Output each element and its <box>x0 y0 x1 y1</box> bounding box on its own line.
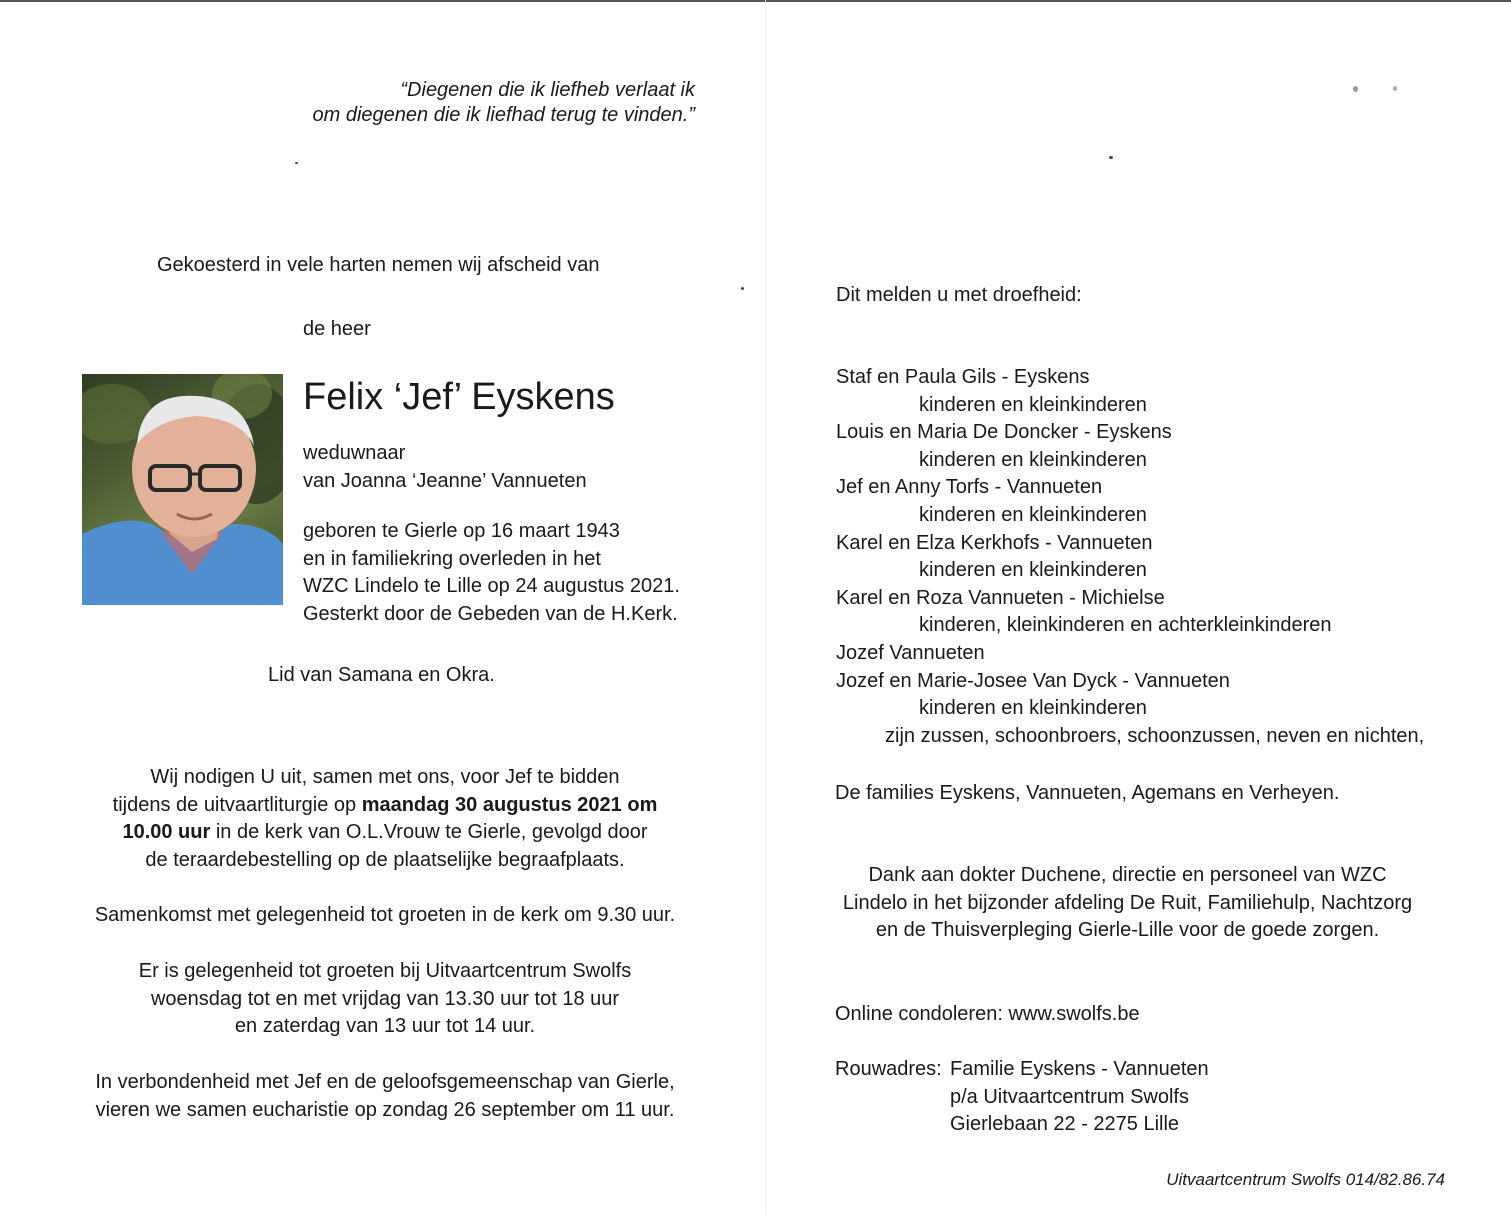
address-label: Rouwadres: <box>835 1058 942 1080</box>
family-descendants: kinderen en kleinkinderen <box>919 393 1147 416</box>
family-extended: zijn zussen, schoonbroers, schoonzussen, neven en nichten, <box>885 724 1425 747</box>
speck <box>1353 86 1358 92</box>
speck <box>741 287 744 290</box>
quote-line-2: om diegenen die ik liefhad terug te vinden.” <box>312 104 695 126</box>
bio-line: en in familiekring overleden in het <box>303 547 601 570</box>
card-fold <box>765 0 766 1215</box>
thanks-line: en de Thuisverpleging Gierle-Lille voor de goede zorgen. <box>875 919 1380 942</box>
memorial-quote <box>200 78 695 128</box>
invitation-text: tijdens de uitvaartliturgie op <box>112 793 362 816</box>
bio-line: WZC Lindelo te Lille op 24 augustus 2021. <box>303 575 680 598</box>
eucharist-line: In verbondenheid met Jef en de geloofsgemeenschap van Gierle, <box>95 1071 675 1093</box>
invitation-line-1: Wij nodigen U uit, samen met ons, voor Jef te bidden <box>150 766 620 788</box>
status-line-1: weduwnaar <box>303 442 406 464</box>
announce-text: Dit melden u met droefheid: <box>836 284 1082 306</box>
invitation-line-3 <box>60 819 710 847</box>
funeral-home-footer: Uitvaartcentrum Swolfs 014/82.86.74 <box>1166 1170 1445 1189</box>
funeral-invitation <box>60 764 710 874</box>
status-line-2: van Joanna ‘Jeanne’ Vannueten <box>303 469 587 492</box>
title-prefix: de heer <box>303 318 371 340</box>
family-descendants: kinderen, kleinkinderen en achterkleinkinderen <box>919 614 1332 637</box>
family-member: Louis en Maria De Doncker - Eyskens <box>836 421 1172 444</box>
address-line: Familie Eyskens - Vannueten <box>950 1058 1209 1080</box>
thanks-line: Lindelo in het bijzonder afdeling De Ruit, Familiehulp, Nachtzorg <box>842 891 1413 914</box>
family-member: Staf en Paula Gils - Eyskens <box>836 366 1090 388</box>
online-condolence: Online condoleren: www.swolfs.be <box>835 1003 1140 1025</box>
address-line: p/a Uitvaartcentrum Swolfs <box>950 1085 1189 1108</box>
intro-text: Gekoesterd in vele harten nemen wij afscheid van <box>157 254 600 276</box>
portrait-photo <box>82 374 283 605</box>
eucharist-line: vieren we samen eucharistie op zondag 26 september om 11 uur. <box>95 1098 675 1121</box>
bio-line: geboren te Gierle op 16 maart 1943 <box>303 520 620 542</box>
biography <box>303 518 680 628</box>
visiting-line: Er is gelegenheid tot groeten bij Uitvaartcentrum Swolfs <box>138 960 632 982</box>
gathering-text: Samenkomst met gelegenheid tot groeten in de kerk om 9.30 uur. <box>94 904 676 926</box>
top-edge-line <box>0 0 1511 2</box>
thanks-line: Dank aan dokter Duchene, directie en personeel van WZC <box>868 864 1387 886</box>
invitation-text: in de kerk van O.L.Vrouw te Gierle, gevolgd door <box>210 821 648 844</box>
family-list <box>836 364 1424 750</box>
family-member: Jozef en Marie-Josee Van Dyck - Vannueten <box>836 669 1230 692</box>
family-member: Jozef Vannueten <box>836 641 985 664</box>
speck <box>295 162 298 164</box>
membership-text: Lid van Samana en Okra. <box>268 664 495 686</box>
invitation-line-2 <box>60 792 710 820</box>
family-descendants: kinderen en kleinkinderen <box>919 503 1147 526</box>
visiting-line: woensdag tot en met vrijdag van 13.30 uur tot 18 uur <box>150 987 620 1010</box>
family-member: Karel en Roza Vannueten - Michielse <box>836 586 1165 609</box>
family-descendants: kinderen en kleinkinderen <box>919 697 1147 720</box>
thanks-note <box>800 862 1455 945</box>
invitation-line-4: de teraardebestelling op de plaatselijke begraafplaats. <box>145 848 625 871</box>
family-member: Karel en Elza Kerkhofs - Vannueten <box>836 531 1153 554</box>
funeral-date: maandag 30 augustus 2021 om <box>361 793 658 816</box>
quote-line-1: “Diegenen die ik liefheb verlaat ik <box>400 79 695 101</box>
mourning-address <box>950 1056 1209 1139</box>
family-member: Jef en Anny Torfs - Vannueten <box>836 476 1103 499</box>
family-descendants: kinderen en kleinkinderen <box>919 559 1147 582</box>
visiting-line: en zaterdag van 13 uur tot 14 uur. <box>234 1015 536 1038</box>
visiting-hours <box>60 958 710 1041</box>
speck <box>1393 86 1397 91</box>
deceased-name: Felix ‘Jef’ Eyskens <box>303 376 615 418</box>
family-descendants: kinderen en kleinkinderen <box>919 448 1147 471</box>
address-line: Gierlebaan 22 - 2275 Lille <box>950 1113 1180 1136</box>
bio-line: Gesterkt door de Gebeden van de H.Kerk. <box>303 602 678 625</box>
marital-status <box>303 440 587 495</box>
funeral-time: 10.00 uur <box>122 821 211 844</box>
speck <box>1109 156 1113 159</box>
families-text: De families Eyskens, Vannueten, Agemans en Verheyen. <box>835 782 1340 804</box>
eucharist-notice <box>60 1069 710 1124</box>
